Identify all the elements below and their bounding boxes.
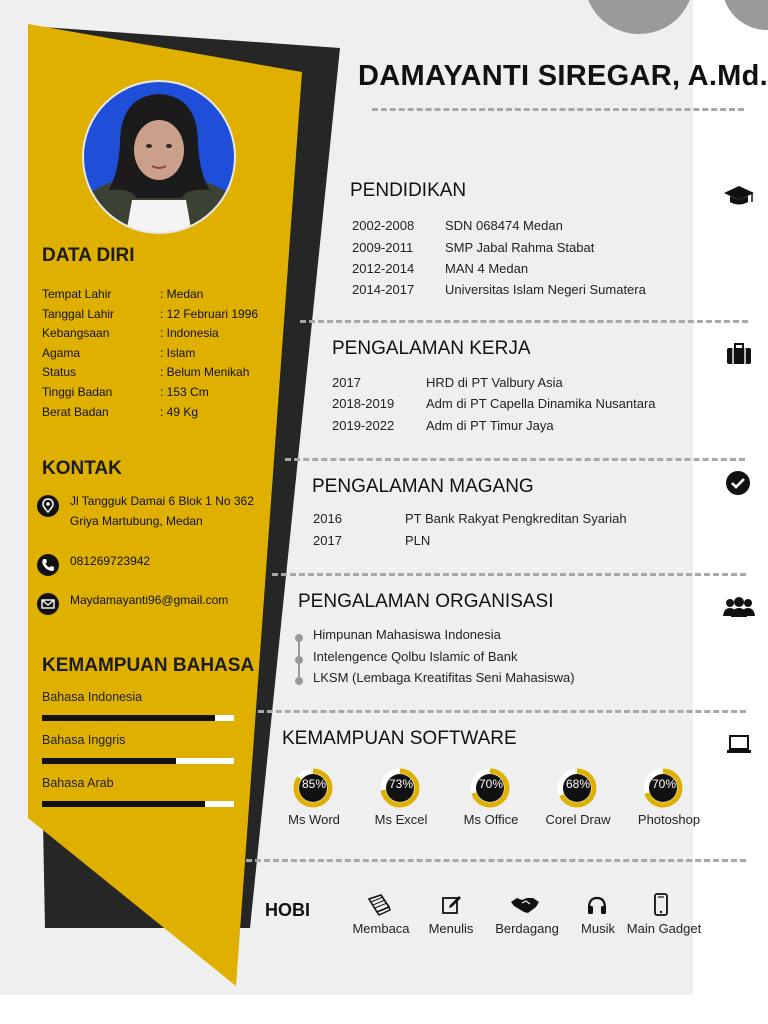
phone-icon	[37, 554, 59, 576]
laptop-icon	[726, 733, 756, 757]
info-value: : 153 Cm	[160, 385, 209, 399]
language-bar-fill	[42, 758, 176, 764]
work-year: 2017	[332, 375, 361, 390]
edu-year: 2012-2014	[352, 261, 415, 276]
intern-year: 2017	[313, 533, 342, 548]
data-diri-title: DATA DIRI	[42, 245, 135, 266]
info-value: : Belum Menikah	[160, 365, 250, 379]
edu-year: 2002-2008	[352, 218, 415, 233]
edu-desc: SDN 068474 Medan	[445, 218, 563, 233]
email-address[interactable]: Maydamayanti96@gmail.com	[70, 593, 229, 607]
language-label: Bahasa Indonesia	[42, 690, 143, 704]
intern-year: 2016	[313, 511, 342, 526]
info-label: Agama	[42, 346, 81, 360]
full-name: DAMAYANTI SIREGAR, A.Md.	[358, 60, 768, 92]
address-line-1: Jl Tangguk Damai 6 Blok 1 No 362	[70, 494, 254, 508]
smartphone-icon	[653, 893, 669, 922]
address-line-2: Griya Martubung, Medan	[70, 514, 203, 528]
work-desc: Adm di PT Capella Dinamika Nusantara	[426, 396, 656, 411]
language-label: Bahasa Arab	[42, 776, 114, 790]
work-year: 2019-2022	[332, 418, 395, 433]
people-icon	[722, 595, 752, 619]
info-label: Kebangsaan	[42, 326, 110, 340]
info-value: : Islam	[160, 346, 196, 360]
org-bullet	[295, 677, 303, 685]
info-value: : 49 Kg	[160, 405, 199, 419]
intern-desc: PLN	[405, 533, 431, 548]
software-percent: 68%	[565, 777, 591, 791]
software-title: KEMAMPUAN SOFTWARE	[282, 728, 517, 749]
org-item: Himpunan Mahasiswa Indonesia	[313, 627, 501, 642]
pencil-icon	[440, 893, 464, 922]
software-label: Photoshop	[637, 812, 701, 827]
software-percent: 70%	[478, 777, 504, 791]
handshake-icon	[510, 894, 540, 921]
briefcase-icon	[725, 342, 755, 366]
language-bar-fill	[42, 801, 205, 807]
hobby-label: Main Gadget	[626, 921, 702, 936]
kerja-title: PENGALAMAN KERJA	[332, 338, 531, 359]
hobby-label: Menulis	[428, 921, 474, 936]
phone-number[interactable]: 081269723942	[70, 554, 151, 568]
location-icon	[37, 495, 59, 517]
org-bullet	[295, 656, 303, 664]
intern-desc: PT Bank Rakyat Pengkreditan Syariah	[405, 511, 627, 526]
software-percent: 85%	[301, 777, 327, 791]
hobby-label: Berdagang	[495, 921, 559, 936]
work-desc: HRD di PT Valbury Asia	[426, 375, 563, 390]
divider	[246, 859, 746, 862]
language-bar	[42, 801, 234, 807]
software-percent: 70%	[651, 777, 677, 791]
language-bar	[42, 758, 234, 764]
software-label: Ms Office	[463, 812, 519, 827]
software-label: Ms Word	[288, 812, 340, 827]
org-item: LKSM (Lembaga Kreatifitas Seni Mahasiswa)	[313, 670, 575, 685]
divider	[372, 108, 744, 111]
headphones-icon	[586, 894, 608, 921]
magang-title: PENGALAMAN MAGANG	[312, 476, 534, 497]
book-icon	[366, 893, 392, 922]
graduation-cap-icon	[723, 184, 753, 208]
divider	[285, 458, 745, 461]
edu-year: 2014-2017	[352, 282, 415, 297]
org-item: Intelengence Qolbu Islamic of Bank	[313, 649, 518, 664]
work-desc: Adm di PT Timur Jaya	[426, 418, 554, 433]
info-value: : 12 Februari 1996	[160, 307, 259, 321]
hobi-title: HOBI	[265, 900, 310, 920]
edu-desc: Universitas Islam Negeri Sumatera	[445, 282, 646, 297]
pendidikan-title: PENDIDIKAN	[350, 180, 467, 201]
edu-year: 2009-2011	[352, 240, 414, 255]
edu-desc: SMP Jabal Rahma Stabat	[445, 240, 595, 255]
language-bar-fill	[42, 715, 215, 721]
software-label: Corel Draw	[545, 812, 611, 827]
hobby-label: Musik	[581, 921, 615, 936]
info-label: Tanggal Lahir	[42, 307, 115, 321]
software-percent: 73%	[388, 777, 414, 791]
org-bullet	[295, 634, 303, 642]
software-label: Ms Excel	[374, 812, 428, 827]
hobby-label: Membaca	[352, 921, 410, 936]
info-value: : Medan	[160, 287, 204, 301]
language-label: Bahasa Inggris	[42, 733, 126, 747]
bahasa-title: KEMAMPUAN BAHASA	[42, 655, 255, 676]
check-circle-icon	[725, 470, 755, 494]
info-label: Tempat Lahir	[42, 287, 112, 301]
kontak-title: KONTAK	[42, 458, 122, 479]
language-bar	[42, 715, 234, 721]
email-icon	[37, 593, 59, 615]
divider	[272, 573, 746, 576]
divider	[300, 320, 748, 323]
info-label: Tinggi Badan	[42, 385, 113, 399]
organisasi-title: PENGALAMAN ORGANISASI	[298, 591, 554, 612]
info-label: Status	[42, 365, 77, 379]
info-value: : Indonesia	[160, 326, 219, 340]
profile-photo	[82, 80, 236, 234]
work-year: 2018-2019	[332, 396, 395, 411]
divider	[258, 710, 746, 713]
info-label: Berat Badan	[42, 405, 109, 419]
edu-desc: MAN 4 Medan	[445, 261, 529, 276]
